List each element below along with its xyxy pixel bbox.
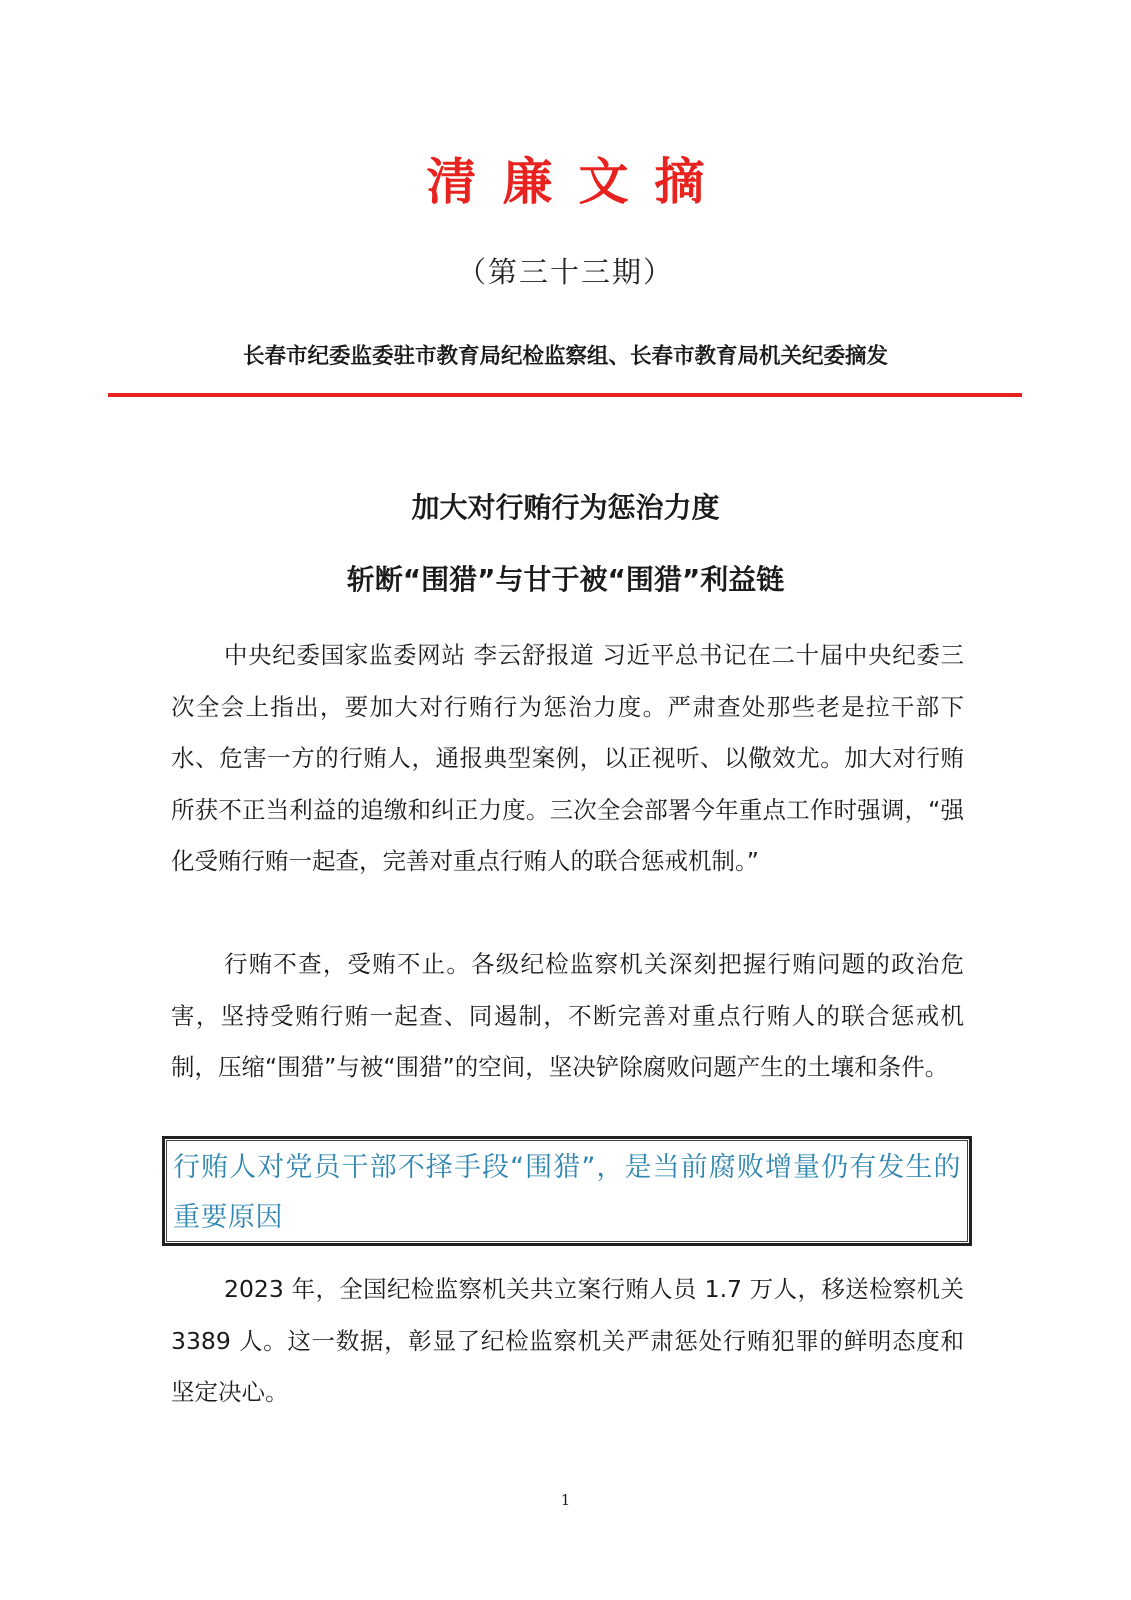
- publisher-line: 长春市纪委监委驻市教育局纪检监察组、长春市教育局机关纪委摘发: [242, 344, 888, 369]
- red-divider: [108, 393, 1022, 397]
- paragraph-2: 行贿不查，受贿不止。各级纪检监察机关深刻把握行贿问题的政治危害，坚持受贿行贿一起查、同遏制，不断完善对重点行贿人的联合惩戒机制，压缩“围猎”与被“围猎”的空间，坚决铲除腐败问题产生的土壤和条件。: [171, 950, 964, 1081]
- callout-box: [162, 1136, 972, 1246]
- paragraph-1: 中央纪委国家监委网站 李云舒报道 习近平总书记在二十届中央纪委三次全会上指出，要加大对行贿行为惩治力度。严肃查处那些老是拉干部下水、危害一方的行贿人，通报典型案例，以正视听、以儆效尤。加大对行贿所获不正当利益的追缴和纠正力度。三次全会部署今年重点工作时强调，“强化受贿行贿一起查，完善对重点行贿人的联合惩戒机制。”: [171, 641, 964, 875]
- issue-number: （第三十三期）: [456, 255, 674, 289]
- page-number: 1: [560, 1491, 571, 1509]
- paragraph-3: 2023 年，全国纪检监察机关共立案行贿人员 1.7 万人，移送检察机关 3389 人。这一数据，彰显了纪检监察机关严肃惩处行贿犯罪的鲜明态度和坚定决心。: [171, 1275, 964, 1406]
- masthead-title: 清廉文摘: [426, 153, 731, 211]
- article-headline-line-2: 斩断“围猎”与甘于被“围猎”利益链: [346, 563, 785, 596]
- article-headline-line-1: 加大对行贿行为惩治力度: [411, 491, 720, 524]
- callout-text: 行贿人对党员干部不择手段“围猎”，是当前腐败增量仍有发生的重要原因: [173, 1152, 961, 1233]
